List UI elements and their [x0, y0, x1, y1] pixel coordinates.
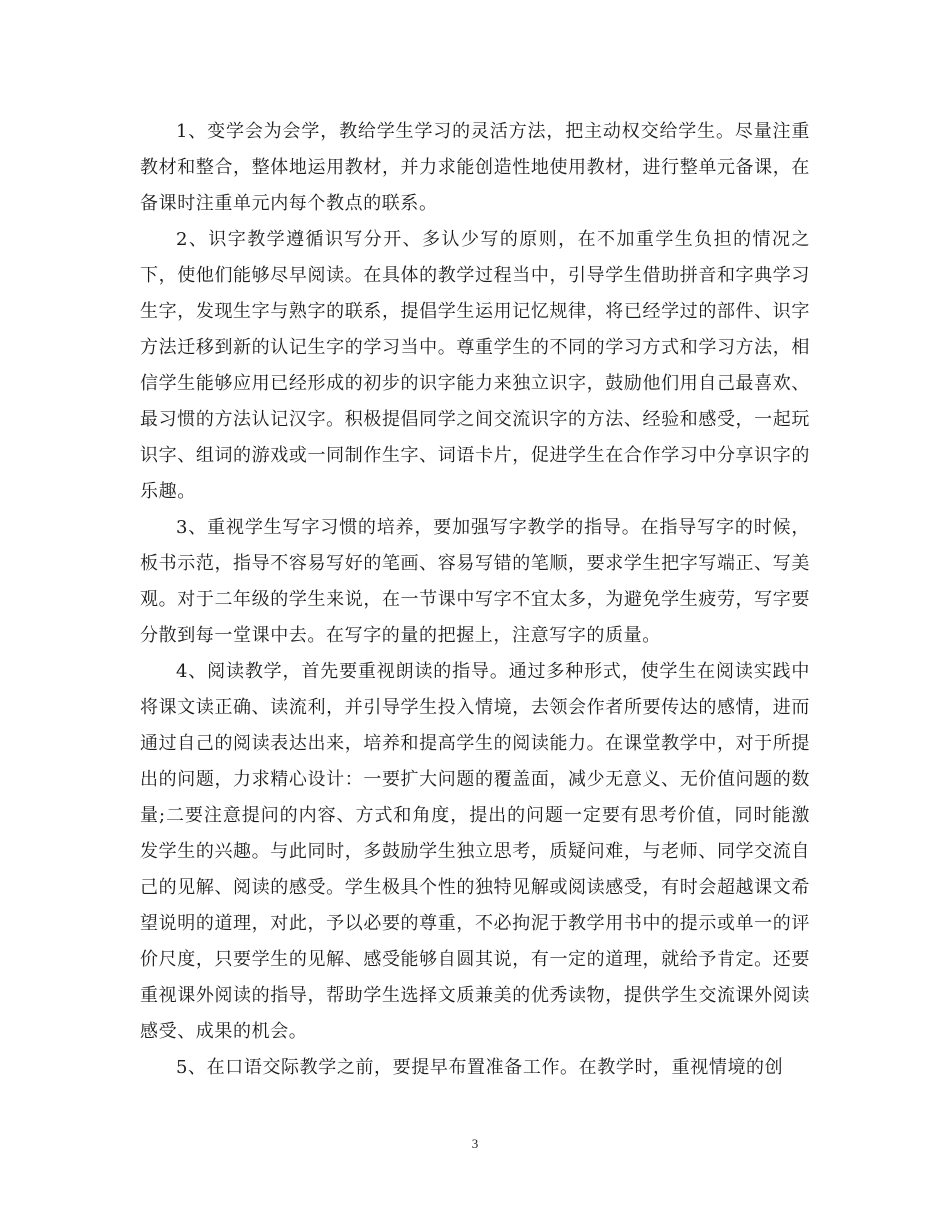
- paragraph-4: 4、阅读教学，首先要重视朗读的指导。通过多种形式，使学生在阅读实践中将课文读正确、读流利，并引导学生投入情境，去领会作者所要传达的感情，进而通过自己的阅读表达出来，培养和提高学生的阅读能力。在课堂教学中，对于所提出的问题，力求精心设计：一要扩大问题的覆盖面，减少无意义、无价值问题的数量;二要注意提问的内容、方式和角度，提出的问题一定要有思考价值，同时能激发学生的兴趣。与此同时，多鼓励学生独立思考，质疑问难，与老师、同学交流自己的见解、阅读的感受。学生极具个性的独特见解或阅读感受，有时会超越课文希望说明的道理，对此，予以必要的尊重，不必拘泥于教学用书中的提示或单一的评价尺度，只要学生的见解、感受能够自圆其说，有一定的道理，就给予肯定。还要重视课外阅读的指导，帮助学生选择文质兼美的优秀读物，提供学生交流课外阅读感受、成果的机会。: [140, 661, 810, 1042]
- paragraph-2: 2、识字教学遵循识写分开、多认少写的原则，在不加重学生负担的情况之下，使他们能够尽早阅读。在具体的教学过程当中，引导学生借助拼音和字典学习生字，发现生字与熟字的联系，提倡学生运用记忆规律，将已经学过的部件、识字方法迁移到新的认记生字的学习当中。尊重学生的不同的学习方式和学习方法，相信学生能够应用已经形成的初步的识字能力来独立识字，鼓励他们用自己最喜欢、最习惯的方法认记汉字。积极提倡同学之间交流识字的方法、经验和感受，一起玩识字、组词的游戏或一同制作生字、词语卡片，促进学生在合作学习中分享识字的乐趣。: [140, 229, 810, 502]
- document-body: [140, 114, 810, 1086]
- paragraph-1: 1、变学会为会学，教给学生学习的灵活方法，把主动权交给学生。尽量注重教材和整合，整体地运用教材，并力求能创造性地使用教材，进行整单元备课，在备课时注重单元内每个教点的联系。: [140, 121, 810, 214]
- page-number: 3: [471, 1136, 479, 1151]
- paragraph-3: 3、重视学生写字习惯的培养，要加强写字教学的指导。在指导写字的时候，板书示范，指导不容易写好的笔画、容易写错的笔顺，要求学生把字写端正、写美观。对于二年级的学生来说，在一节课中写字不宜太多，为避免学生疲劳，写字要分散到每一堂课中去。在写字的量的把握上，注意写字的质量。: [140, 517, 810, 646]
- paragraph-5: 5、在口语交际教学之前，要提早布置准备工作。在教学时，重视情境的创: [176, 1057, 784, 1078]
